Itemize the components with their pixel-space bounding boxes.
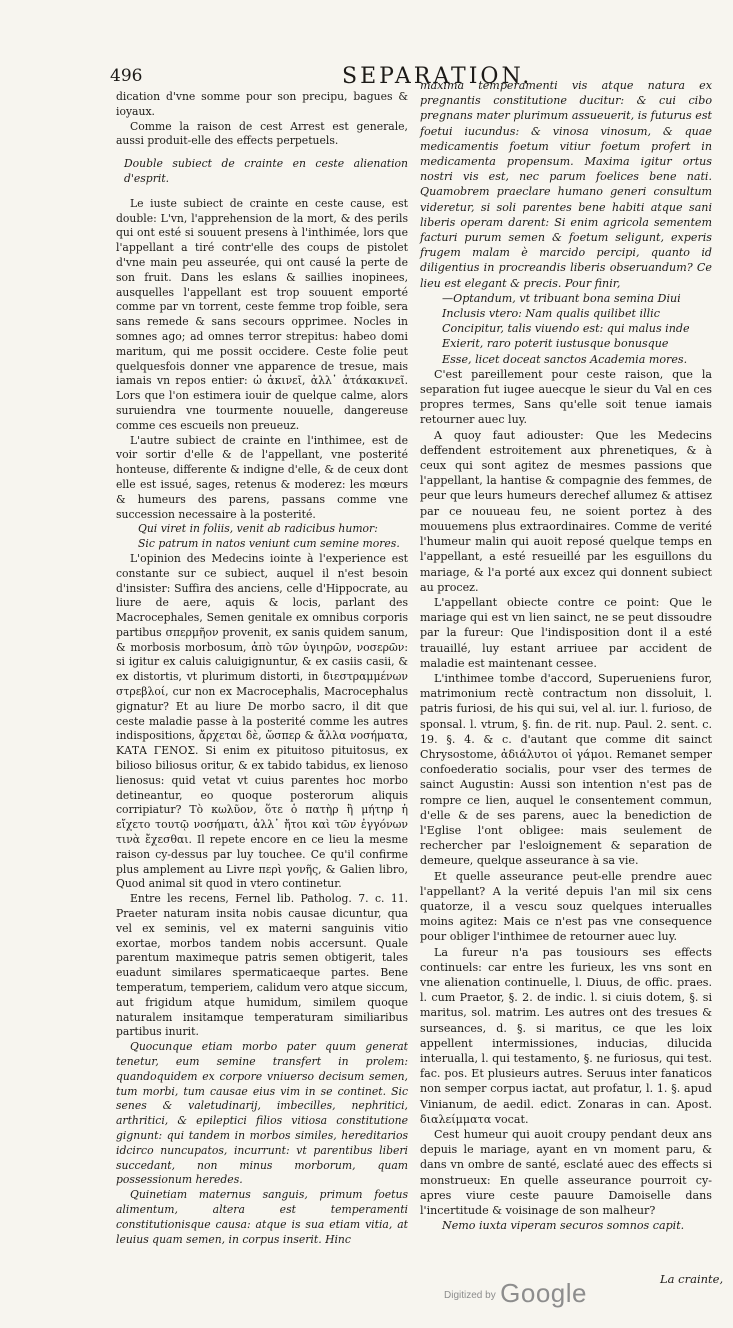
- paragraph: L'opinion des Medecins iointe à l'experience est constante sur ce subiect, auquel il n'est besoin d'insister: Suffira des anciens, celle d'Hippocrate, au liure de aere, aquis & locis, parlant des Macrocephales, Semen genitale ex omnibus corporis partibus σπερμῆον provenit, ex sanis quidem sanum, & morbosis morbosum, ἀπὸ τῶν ὑγιηρῶν, νοσερῶν: si igitur ex caluis caluigignuntur, & ex casiis casii, & ex distortis, vt plurimum distorti, in διεστραμμένων στρεβλοί, cur non ex Macrocephalis, Macrocephalus gignatur? Et au liure De morbo sacro, il dit que ceste maladie passe à la posterité comme les autres indispositions, ἄρχεται δὲ, ὥσπερ & ἄλλα νοσήματα, ΚΑΤΑ ΓΕΝΟΣ. Si enim ex pituitoso pituitosus, ex bilioso biliosus oritur, & ex tabido tabidus, ex lienoso lienosus: quid vetat vt cuius parentes hoc morbo detineantur, eo quoque posterorum aliquis corripiatur? Τὸ κωλῦον, ὅτε ὁ πατὴρ ἢ μήτηρ ἡ εἴχετο τουτῷ νοσήματι, ἀλλ᾽ ἤτοι καὶ τῶν ἐγγόνων τινὰ ἔχεσθαι. Il repete encore en ce lieu la mesme raison cy-dessus par luy touchee. Ce qu'il confirme plus amplement au Livre περὶ γονῆς, & Galien libro, Quod animal sit quod in vtero continetur.: [116, 551, 408, 891]
- page-number: 496: [110, 66, 143, 86]
- google-watermark: [444, 1278, 587, 1309]
- verse-line: Qui viret in foliis, venit ab radicibus humor:: [138, 522, 378, 536]
- section-heading: Double subiect de crainte en ceste alienation d'esprit.: [124, 157, 408, 185]
- paragraph: Cest humeur qui auoit croupy pendant deux ans depuis le mariage, ayant en vn moment paru, & dans vn ombre de santé, esclaté auec des effects si monstrueux: En quelle asseurance pourroit cy-apres viure ceste pauure Damoiselle dans l'incertitude & voisinage de son malheur?: [420, 1128, 712, 1218]
- watermark-small-text: Digitized by: [444, 1290, 496, 1301]
- paragraph: La fureur n'a pas tousiours ses effects continuels: car entre les furieux, les vns sont en vne alienation continuelle, l. Diuus, de offic. praes. l. cum Praetor, §. 2. de indic. l. si ciuis dotem, §. si maritus, sol. matrim. Les autres ont des tresues & surseances, d. §. si maritus, ce que les loix appellent intermissiones, inducias, dilucida interualla, l. qui testamento, §. ne furiosus, qui test. fac. pos. Et plusieurs autres. Seruus inter fanaticos non semper corpus iactat, aut profatur, l. 1. §. apud Vinianum, de aedil. edict. Zonaras in can. Apost. διαλείμματα vocat.: [420, 945, 712, 1126]
- paragraph: maxima temperamenti vis atque natura ex pregnantis constitutione ducitur: & cui cibo pregnans mater plurimum assueuerit, is futurus est foetui iucundus: & vinosa vinosum, & quae medicamentis foetum vitiur foetum profert in medicamenta propensum. Maxima igitur ortus nostri vis est, nec parum foelices bene nati. Quamobrem praeclare humano generi consultum videretur, si soli parentes bene habiti atque sani liberis operam darent: Si enim agricola sementem facturi purum semen & foetum seligunt, experis frugem malam è marcido percipi, quanto id diligentius in procreandis liberis obseruandum? Ce lieu est elegant & precis. Pour finir,: [420, 79, 712, 290]
- paragraph: Entre les recens, Fernel lib. Patholog. 7. c. 11. Praeter naturam insita nobis causae dicuntur, qua vel ex seminis, vel ex materni sanguinis vitio exortae, morbos tandem nobis accersunt. Quale parentum maximeque patris semen obtigerit, tales euadunt similares spermaticaeque partes. Bene temperatum, temperiem, calidum vero atque siccum, aut frigidum atque humidum, similem quoque naturalem insitamque temperaturam similiaribus partibus inurit.: [116, 892, 408, 1039]
- verse-line: Nemo iuxta viperam securos somnos capit.: [442, 1219, 685, 1233]
- paragraph: L'appellant obiecte contre ce point: Que le mariage qui est vn lien sainct, ne se peut dissoudre par la fureur: Que l'indisposition dont il a esté trauaillé, luy estant arriuee par accident de maladie est maintenant cessee.: [420, 595, 712, 670]
- paragraph: Quinetiam maternus sanguis, primum foetus alimentum, altera est temperamenti constitutionisque causa: atque is sua etiam vitia, at leuius quam semen, in corpus inserit. Hinc: [116, 1188, 408, 1246]
- paragraph: C'est pareillement pour ceste raison, que la separation fut iugee auecque le sieur du Val en ces propres termes, Sans qu'elle soit tenue iamais retourner auec luy.: [420, 367, 712, 427]
- verse-line: Concipitur, talis viuendo est: qui malus inde: [442, 322, 690, 336]
- paragraph: Le iuste subiect de crainte en ceste cause, est double: L'vn, l'apprehension de la mort, & des perils qui ont esté si souuent presens à l'inthimée, lors que l'appellant a tiré contr'elle des coups de pistolet d'vne main peu asseurée, qui ont causé la perte de son fruit. Dans les eslans & saillies inopinees, ausquelles l'appellant est trop souuent emporté comme par vn torrent, ceste femme trop foible, sera sans remede & sans secours opprimee. Nocles in somnes ago; ad omnes terror strepitus: habeo domi maritum, qui me possit occidere. Ceste folie peut quelquesfois donner vne apparence de tresue, mais iamais vn repos entier: ὡ ἀκινεῖ, ἀλλ᾽ ἀτάκακινεῖ. Lors que l'on estimera iouir de quelque calme, alors suruiendra vne tourmente nouuelle, dangereuse comme ces escueils non preueuz.: [116, 196, 408, 432]
- verse-line: Inclusis vtero: Nam qualis quilibet illic: [442, 307, 660, 321]
- verse-line: Esse, licet doceat sanctos Academia mores.: [442, 352, 688, 366]
- left-column: [116, 90, 408, 1247]
- running-title: SEPARATION.: [342, 64, 533, 89]
- paragraph: L'autre subiect de crainte en l'inthimee, est de voir sortir d'elle & de l'appellant, vne posterité honteuse, differente & indigne d'elle, & de ceux dont elle est issué, sages, retenus & moderez: les mœurs & humeurs des parens, passans comme vne succession necessaire à la posterité.: [116, 433, 408, 521]
- right-column: [420, 78, 712, 1233]
- watermark-logo-text: Google: [500, 1278, 587, 1308]
- verse-line: Sic patrum in natos veniunt cum semine mores.: [138, 537, 400, 551]
- verse-line: —Optandum, vt tribuant bona semina Diui: [442, 291, 681, 305]
- paragraph: A quoy faut adiouster: Que les Medecins deffendent estroitement aux phrenetiques, & à ceux qui sont agitez de mesmes passions que l'appellant, la hantise & compagnie des femmes, de peur que leurs humeurs derechef allumez & attisez par ce nouueau feu, ne soient portez à des mouuemens plus extraordinaires. Comme de verité l'humeur malin qui auoit reposé quelque temps en l'appellant, a esté resueillé par les esguillons du mariage, & l'a porté aux excez qui donnent subiect au procez.: [420, 428, 712, 594]
- paragraph: dication d'vne somme pour son precipu, bagues & ioyaux.: [116, 90, 408, 118]
- paragraph: Quocunque etiam morbo pater quum generat tenetur, eum semine transfert in prolem: quandoquidem ex corpore vniuerso decisum semen, tum morbi, tum causae eius vim in se continet. Sic senes & valetudinarij, imbecilles, nephritici, arthritici, & epileptici filios vitiosa constitutione gignunt: qui tandem in morbos similes, hereditarios idcirco nuncupatos, incurrunt: vt parentibus liberi succedant, non minus morborum, quam possessionum heredes.: [116, 1040, 408, 1187]
- paragraph: Et quelle asseurance peut-elle prendre auec l'appellant? A la verité depuis l'an mil six cens quatorze, il a vescu souz quelques interualles moins agitez: Mais ce n'est pas vne consequence pour obliger l'inthimee de retourner auec luy.: [420, 869, 712, 944]
- paragraph: L'inthimee tombe d'accord, Superueniens furor, matrimonium rectè contractum non dissoluit, l. patris furiosi, de his qui sui, vel al. iur. l. furioso, de sponsal. l. vtrum, §. fin. de rit. nup. Paul. 2. sent. c. 19. §. 4. & c. d'autant que comme dit sainct Chrysostome, ἀδιάλυτοι οἱ γάμοι. Remanet semper confoederatio socialis, pour vser des termes de sainct Augustin: Aussi son intention n'est pas de rompre ce lien, auquel le consentement commun, d'elle & de ses parens, auec la benediction de l'Eglise l'ont obligee: mais seulement de rechercher par l'esloignement & separation de demeure, quelque asseurance à sa vie.: [420, 671, 712, 868]
- paragraph: Comme la raison de cest Arrest est generale, aussi produit-elle des effects perpetuels.: [116, 119, 408, 148]
- verse-line: Exierit, raro poterit iustusque bonusque: [442, 337, 669, 351]
- catchword: La crainte,: [660, 1272, 724, 1286]
